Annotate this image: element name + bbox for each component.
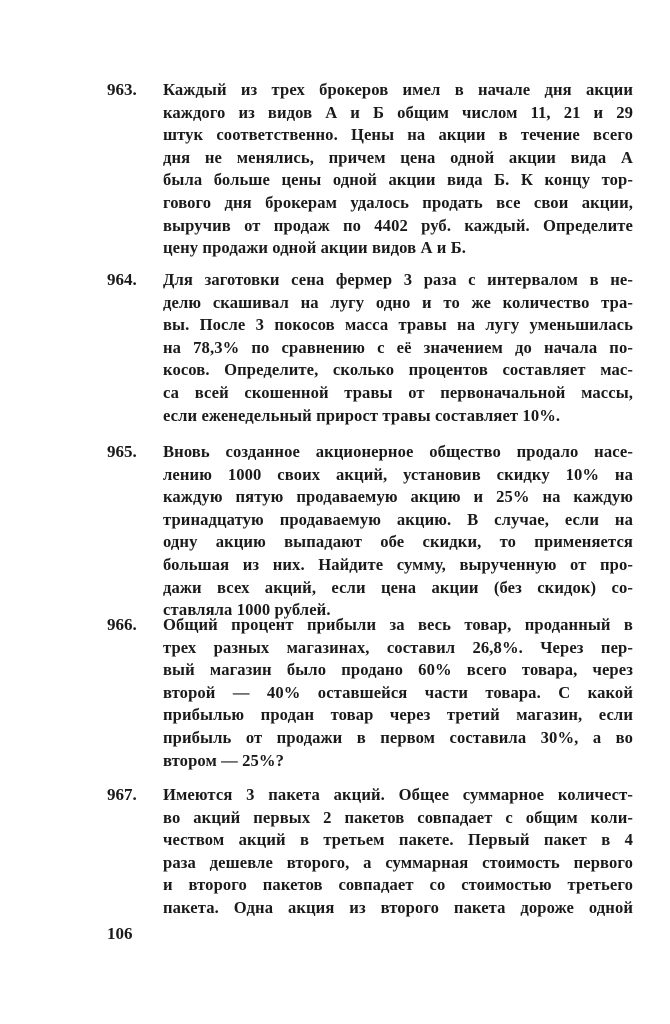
text-line: большая из них. Найдите сумму, вырученную от про- <box>163 554 633 574</box>
text-line: лению 1000 своих акций, установив скидку 10% на <box>163 464 633 484</box>
problem-number: 963. <box>107 80 137 99</box>
text-line: второй — 40% оставшейся части товара. С какой <box>163 682 633 702</box>
text-line: каждую пятую продаваемую акцию и 25% на каждую <box>163 487 633 507</box>
text-line: если еженедельный прирост травы составляет 10%. <box>163 405 561 425</box>
text-line: прибыль от продажи в первом составила 30%, а во <box>163 727 633 747</box>
text-line: Имеются 3 пакета акций. Общее суммарное количест- <box>163 785 633 804</box>
text-line: Для заготовки сена фермер 3 раза с интервалом в не- <box>163 270 633 289</box>
text-line: была больше цены одной акции вида Б. К концу тор- <box>163 170 633 190</box>
text-line: ставляла 1000 рублей. <box>163 600 331 620</box>
text-line: пакета. Одна акция из второго пакета дороже одной <box>163 897 633 917</box>
text-line: делю скашивал на лугу одно и то же количество тра- <box>163 292 633 312</box>
text-line: Общий процент прибыли за весь товар, проданный в <box>163 615 633 634</box>
text-line: вы. После 3 покосов масса травы на лугу уменьшилась <box>163 315 633 335</box>
text-line: са всей скошенной травы от первоначальной массы, <box>163 382 633 402</box>
text-line: во акций первых 2 пакетов совпадает с общим коли- <box>163 807 633 827</box>
problem-text <box>163 269 633 427</box>
problem-text <box>163 614 633 772</box>
text-line: прибылью продан товар через третий магазин, если <box>163 705 633 725</box>
problem-text <box>163 79 633 260</box>
text-line: втором — 25%? <box>163 750 284 770</box>
problem-number: 966. <box>107 615 137 634</box>
text-line: и второго пакетов совпадает со стоимостью третьего <box>163 875 633 895</box>
text-line: одну акцию выпадают обе скидки, то применяется <box>163 532 633 552</box>
problem-number: 964. <box>107 270 137 289</box>
page-number: 106 <box>107 924 133 943</box>
text-line: тринадцатую продаваемую акцию. В случае, если на <box>163 509 633 529</box>
text-line: выручив от продаж по 4402 руб. каждый. Определите <box>163 215 633 235</box>
text-line: вый магазин было продано 60% всего товара, через <box>163 660 633 680</box>
text-line: на 78,3% по сравнению с её значением до начала по- <box>163 337 633 357</box>
text-line: косов. Определите, сколько процентов составляет мас- <box>163 360 633 380</box>
text-line: чеством акций в третьем пакете. Первый пакет в 4 <box>163 830 633 850</box>
problem-number: 965. <box>107 442 137 461</box>
problem-text <box>163 784 633 920</box>
text-line: трех разных магазинах, составил 26,8%. Через пер- <box>163 637 633 657</box>
text-line: раза дешевле второго, а суммарная стоимость первого <box>163 852 633 872</box>
text-line: дня не менялись, причем цена одной акции вида А <box>163 147 633 167</box>
text-line: дажи всех акций, если цена акции (без скидок) со- <box>163 577 633 597</box>
text-line: Вновь созданное акционерное общество продало насе- <box>163 442 633 461</box>
text-line: цену продажи одной акции видов А и Б. <box>163 238 467 258</box>
text-line: Каждый из трех брокеров имел в начале дня акции <box>163 80 633 99</box>
text-line: каждого из видов А и Б общим числом 11, 21 и 29 <box>163 102 633 122</box>
text-line: гового дня брокерам удалось продать все свои акции, <box>163 192 633 212</box>
problem-number: 967. <box>107 785 137 804</box>
problem-text <box>163 441 633 622</box>
text-line: штук соответственно. Цены на акции в течение всего <box>163 125 633 145</box>
